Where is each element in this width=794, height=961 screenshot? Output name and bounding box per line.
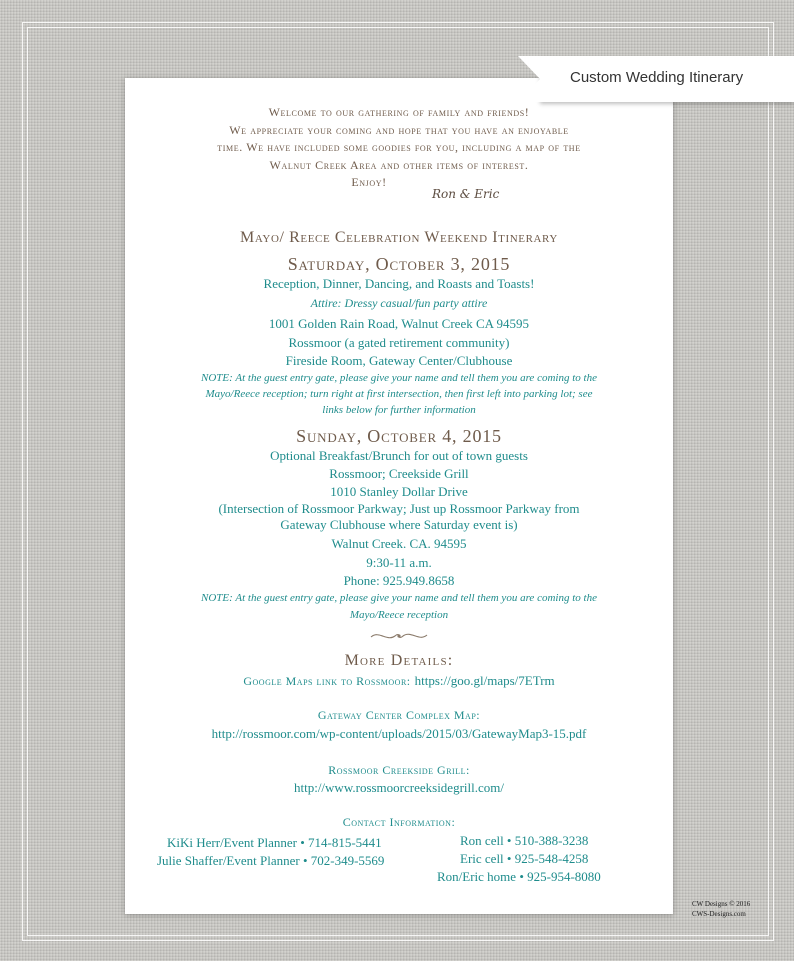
- sunday-note-2: Mayo/Reece reception: [349, 609, 449, 621]
- credit-line-2: CWS-Designs.com: [692, 910, 746, 918]
- sunday-directions-1: (Intersection of Rossmoor Parkway; Just up Rossmoor Parkway from: [218, 501, 580, 516]
- sunday-phone: Phone: 925.949.8658: [343, 573, 455, 588]
- signature: Ron & Eric: [432, 187, 500, 201]
- itinerary-title: Mayo/ Reece Celebration Weekend Itinerary: [240, 229, 558, 246]
- welcome-enjoy: Enjoy!: [351, 175, 387, 189]
- saturday-note-2: Mayo/Reece reception; turn right at first intersection, then first left into parking lot; see: [205, 388, 593, 400]
- welcome-line-1: Welcome to our gathering of family and friends!: [268, 105, 530, 119]
- sunday-directions-2: Gateway Clubhouse where Saturday event is): [280, 517, 518, 532]
- welcome-line-2: We appreciate your coming and hope that you have an enjoyable: [229, 123, 569, 137]
- sunday-note-1: NOTE: At the guest entry gate, please give your name and tell them you are coming to the: [201, 592, 597, 604]
- itinerary-card: [125, 78, 673, 914]
- gateway-map-label: Gateway Center Complex Map:: [317, 708, 481, 722]
- title-banner: [540, 56, 794, 102]
- sunday-time: 9:30-11 a.m.: [366, 555, 432, 570]
- saturday-note-3: links below for further information: [322, 404, 476, 416]
- saturday-heading: Saturday, October 3, 2015: [287, 254, 511, 274]
- creekside-grill-label: Rossmoor Creekside Grill:: [328, 763, 470, 777]
- flourish-divider-icon: [369, 628, 429, 644]
- saturday-event: Reception, Dinner, Dancing, and Roasts and Toasts!: [263, 276, 535, 291]
- welcome-line-3: time. We have included some goodies for you, including a map of the: [217, 140, 581, 154]
- sunday-heading: Sunday, October 4, 2015: [296, 426, 502, 446]
- saturday-attire: Attire: Dressy casual/fun party attire: [310, 296, 488, 310]
- google-maps-link[interactable]: https://goo.gl/maps/7ETrm: [414, 673, 555, 688]
- welcome-line-4: Walnut Creek Area and other items of interest.: [269, 158, 529, 172]
- contact-ron-cell: Ron cell • 510-388-3238: [460, 833, 589, 848]
- credit-line-1: CW Designs © 2016: [692, 900, 751, 908]
- gateway-map-link[interactable]: http://rossmoor.com/wp-content/uploads/2015/03/GatewayMap3-15.pdf: [211, 726, 587, 741]
- sunday-city: Walnut Creek. CA. 94595: [331, 536, 467, 551]
- creekside-grill-link[interactable]: http://www.rossmoorcreeksidegrill.com/: [293, 780, 504, 795]
- sunday-address: 1010 Stanley Dollar Drive: [330, 484, 468, 499]
- sunday-venue: Rossmoor; Creekside Grill: [329, 466, 469, 481]
- saturday-room: Fireside Room, Gateway Center/Clubhouse: [285, 353, 513, 368]
- saturday-community: Rossmoor (a gated retirement community): [288, 335, 510, 350]
- google-maps-label: Google Maps link to Rossmoor:: [243, 674, 411, 688]
- more-details-heading: More Details:: [344, 652, 454, 669]
- contact-eric-cell: Eric cell • 925-548-4258: [460, 851, 589, 866]
- google-maps-row: [125, 672, 673, 690]
- contact-heading: Contact Information:: [342, 815, 456, 829]
- saturday-address: 1001 Golden Rain Road, Walnut Creek CA 94595: [268, 316, 530, 331]
- saturday-note-1: NOTE: At the guest entry gate, please give your name and tell them you are coming to the: [201, 372, 597, 384]
- contact-home: Ron/Eric home • 925-954-8080: [437, 869, 601, 884]
- banner-label: Custom Wedding Itinerary: [570, 69, 744, 86]
- sunday-event: Optional Breakfast/Brunch for out of town guests: [270, 448, 528, 463]
- contact-julie: Julie Shaffer/Event Planner • 702-349-5569: [157, 853, 385, 868]
- contact-kiki: KiKi Herr/Event Planner • 714-815-5441: [167, 835, 382, 850]
